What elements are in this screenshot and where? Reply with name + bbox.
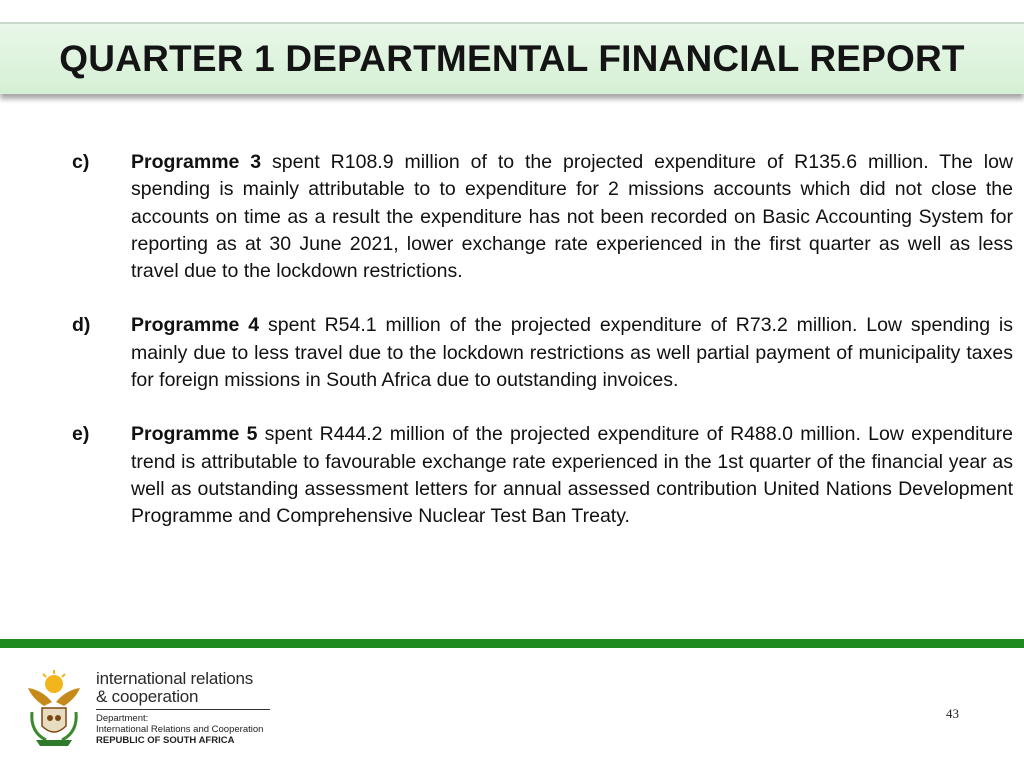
item-letter: c) — [72, 151, 90, 173]
item-body: spent R108.9 million of to the projected expenditure of R135.6 million. The low spending is mainly attributable to to expenditure for 2 missions accounts which did not close the accounts on time as a result the expenditure has not been recorded on Basic Accounting System for reporting as at 30 June 2021, lower exchange rate experienced in the first quarter as well as less travel due to the lockdown restrictions. — [131, 151, 1013, 283]
page-number: 43 — [946, 706, 959, 721]
item-text — [131, 312, 1013, 394]
item-text — [131, 149, 1013, 285]
coat-of-arms-icon — [22, 668, 86, 750]
title-bar — [0, 22, 1024, 94]
country-name: REPUBLIC OF SOUTH AFRICA — [96, 735, 235, 746]
department-name: International Relations and Cooperation — [96, 724, 264, 735]
department-label: Department: — [96, 713, 149, 724]
department-logo — [22, 668, 272, 752]
list-item — [72, 149, 1014, 285]
programme-name: Programme 3 — [131, 151, 262, 173]
programme-name: Programme 5 — [131, 423, 258, 446]
brand-divider — [96, 709, 270, 710]
footer-divider — [0, 639, 1024, 648]
item-text — [131, 421, 1013, 530]
list-item — [72, 421, 1014, 530]
slide-title: QUARTER 1 DEPARTMENTAL FINANCIAL REPORT — [59, 38, 965, 79]
item-body: spent R54.1 million of the projected expenditure of R73.2 million. Low spending is mainly due to less travel due to the lockdown restrictions as well partial payment of municipality taxes for foreign missions in South Africa due to outstanding invoices. — [131, 314, 1013, 392]
programme-name: Programme 4 — [131, 314, 260, 337]
item-letter: e) — [72, 423, 90, 446]
item-body: spent R444.2 million of the projected expenditure of R488.0 million. Low expenditure trend is attributable to favourable exchange rate experienced in the 1st quarter of the financial year as well as outstanding assessment letters for annual assessed contribution United Nations Development Programme and Comprehensive Nuclear Test Ban Treaty. — [131, 423, 1014, 528]
list-item — [72, 312, 1014, 394]
item-letter: d) — [72, 314, 91, 337]
report-content — [72, 149, 1014, 558]
brand-name-line2: & cooperation — [96, 687, 199, 706]
brand-name-line1: international relations — [96, 669, 253, 688]
